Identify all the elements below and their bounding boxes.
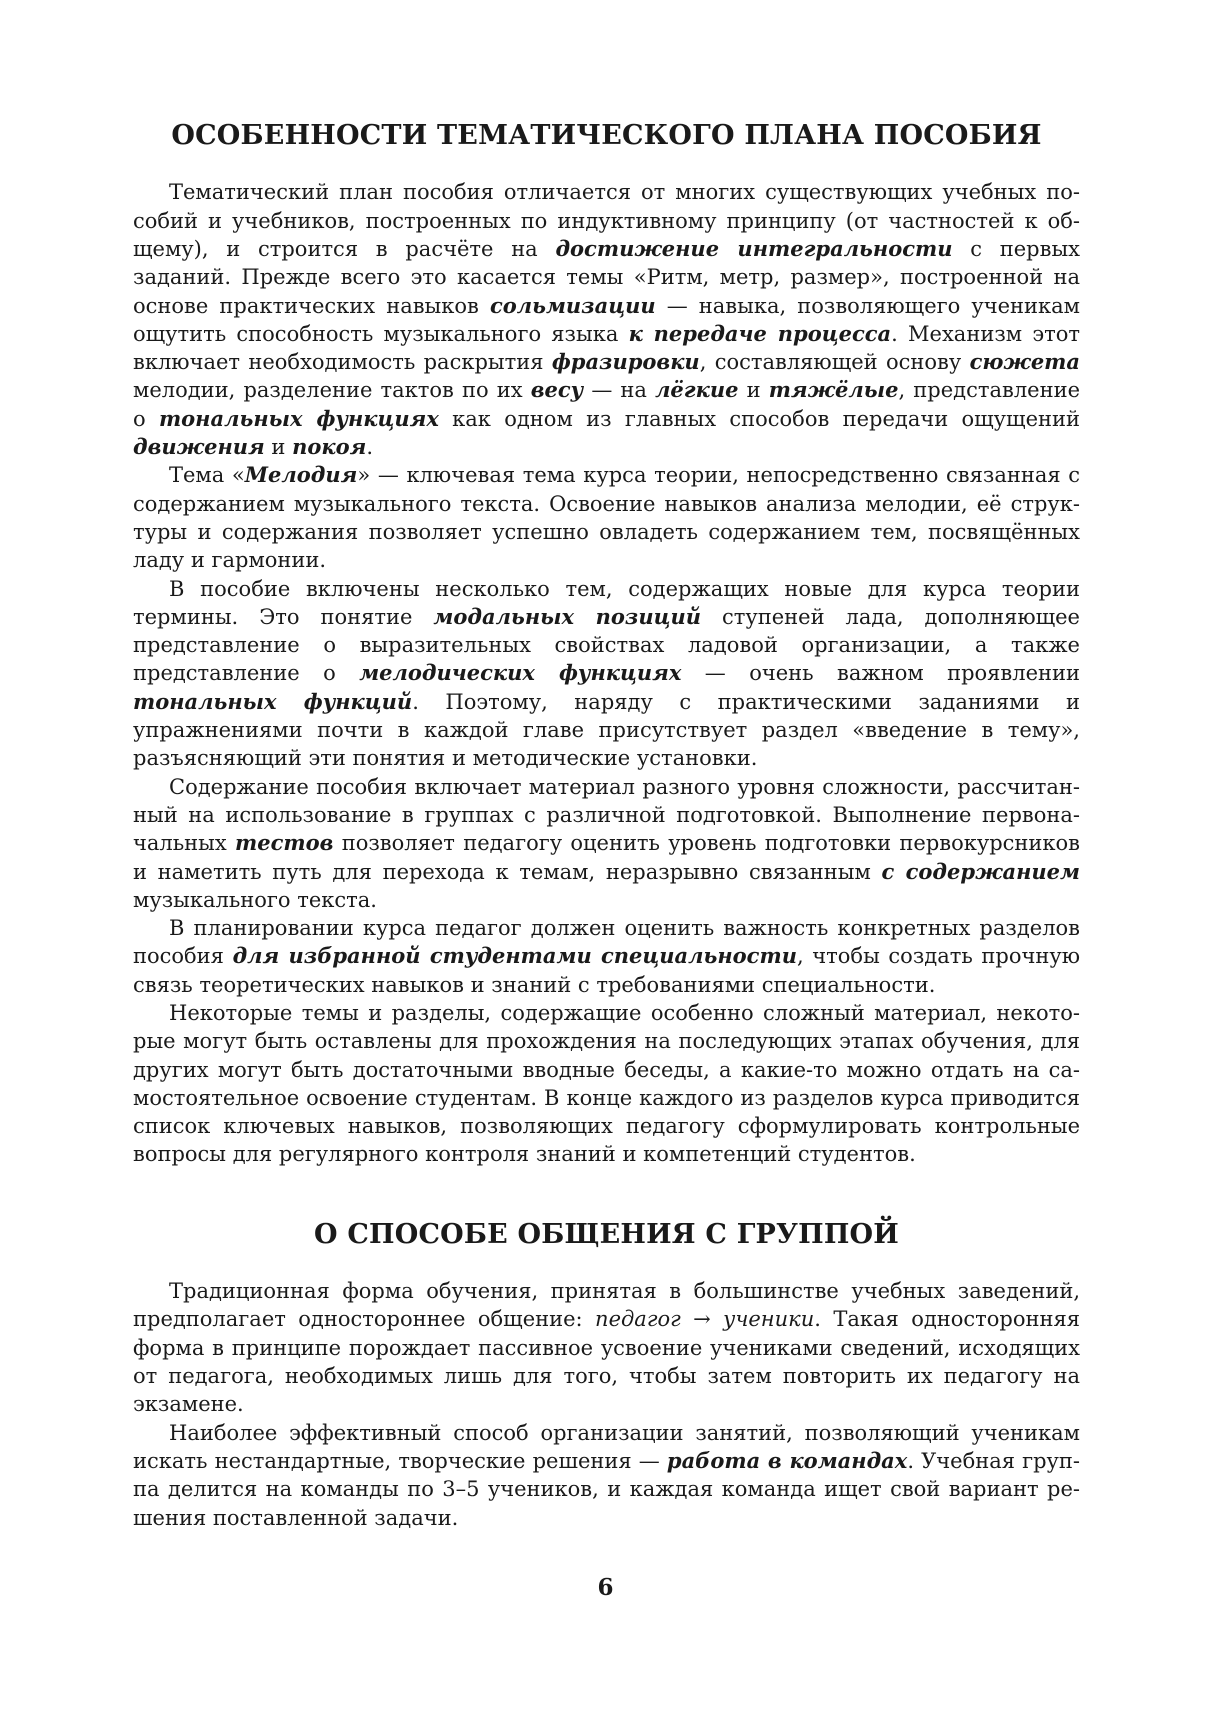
paragraph-team-work <box>133 1419 1080 1532</box>
paragraph-traditional-form <box>133 1277 1080 1418</box>
text-run: , составляющей основу <box>699 350 970 375</box>
text-run: с первых заданий. Прежде всего это касается темы «Ритм, метр, размер», построенной на основе практических навыков <box>133 236 1080 318</box>
emphasis: движения <box>133 434 265 460</box>
emphasis: работа в командах <box>666 1447 908 1473</box>
emphasis: сюжета <box>969 349 1081 375</box>
paragraph-content-levels <box>133 773 1080 914</box>
text-run: и <box>264 435 293 460</box>
emphasis: к передаче процесса <box>628 320 892 346</box>
text-run: ступеней лада, дополняющее представление о выразительных свойствах ладовой организации, а также представление о <box>133 604 1080 686</box>
italic-text: педагог → ученики <box>595 1307 815 1332</box>
paragraph-melody <box>133 461 1080 574</box>
text-run: Тема « <box>169 463 245 488</box>
text-run: , представление о <box>133 378 1081 431</box>
emphasis: модальных позиций <box>433 603 701 629</box>
page-content <box>133 120 1080 1532</box>
text-run: Некоторые темы и разделы, содержащие особенно сложный материал, некоторые могут быть оставлены для прохождения на последующих этапах обучения, для других могут быть достаточными вводные беседы, а какие-то можно отдать на самостоятельное освоение студентам. В конце каждого из разделов курса приводится список ключевых навыков, позволяющих педагогу сформулировать контрольные вопросы для регулярного контроля знаний и компетенций студентов. <box>133 1001 1080 1167</box>
paragraph-thematic-plan <box>133 178 1080 461</box>
emphasis: весу <box>530 377 584 403</box>
text-run: . Такая односторонняя форма в принципе порождает пассивное усвоение учениками сведений, исходящих от педагога, необходимых лишь для того, чтобы затем повторить их педагогу на экзамене. <box>133 1307 1081 1417</box>
section-heading-thematic-plan: ОСОБЕННОСТИ ТЕМАТИЧЕСКОГО ПЛАНА ПОСОБИЯ <box>171 120 1042 151</box>
text-run: Наиболее эффективный способ организации занятий, позволяющий ученикам искать нестандартные, творческие решения — <box>133 1420 1080 1473</box>
text-run: В пособие включены несколько тем, содержащих новые для курса теории термины. Это понятие <box>133 576 1080 629</box>
paragraph-complex-topics <box>133 999 1080 1169</box>
text-run: как одном из главных способов передачи ощущений <box>438 406 1080 431</box>
text-run: , чтобы создать прочную связь теоретических навыков и знаний с требованиями специальности. <box>133 944 1081 997</box>
text-run: . <box>366 435 373 460</box>
text-run: . Поэтому, наряду с практическими заданиями и упражнениями почти в каждой главе присутствует раздел «введение в тему», разъясняющий эти понятия и методические установки. <box>133 689 1080 771</box>
emphasis: тональных функций <box>133 688 413 714</box>
text-run: позволяет педагогу оценить уровень подготовки первокурсников и наметить путь для перехода к темам, неразрывно связанным <box>133 831 1081 884</box>
emphasis: сольмизации <box>489 292 656 318</box>
emphasis: для избранной студентами специальности <box>232 943 797 969</box>
text-run: — на <box>583 378 656 403</box>
text-run: Содержание пособия включает материал разного уровня сложности, рассчитанный на использование в группах с различной подготовкой. Выполнение первоначальных <box>133 774 1080 856</box>
emphasis: тяжёлые <box>768 377 899 403</box>
text-run: мелодии, разделение тактов по их <box>133 378 531 403</box>
text-run: . Механизм этот включает необходимость раскрытия <box>133 321 1080 375</box>
text-run: Тематический план пособия отличается от многих существующих учебных пособий и учебников, построенных по индуктивному принципу (от частностей к общему), и строится в расчёте на <box>133 180 1080 261</box>
text-run: музыкального текста. <box>133 887 377 912</box>
emphasis: фразировки <box>551 349 700 375</box>
page-number: 6 <box>597 1574 614 1601</box>
text-run: В планировании курса педагог должен оценить важность конкретных разделов пособия <box>133 916 1080 969</box>
emphasis: Мелодия <box>244 462 358 488</box>
text-run: Традиционная форма обучения, принятая в большинстве учебных заведений, предполагает одностороннее общение: <box>133 1279 1080 1332</box>
text-run: и <box>738 378 769 403</box>
text-run: — очень важном проявлении <box>681 661 1081 686</box>
emphasis: мелодических функциях <box>359 660 682 686</box>
emphasis: покоя <box>292 434 367 460</box>
emphasis: с содержанием <box>881 858 1080 884</box>
text-run: . Учебная группа делится на команды по 3–5 учеников, и каждая команда ищет свой вариант решения поставленной задачи. <box>133 1448 1081 1530</box>
emphasis: достижение интегральности <box>555 235 953 261</box>
paragraph-new-terms <box>133 575 1080 773</box>
emphasis: тональных функциях <box>158 405 439 431</box>
paragraph-course-planning <box>133 914 1080 999</box>
emphasis: лёгкие <box>655 377 739 403</box>
section-heading-group-communication: О СПОСОБЕ ОБЩЕНИЯ С ГРУППОЙ <box>314 1218 899 1250</box>
emphasis: тестов <box>235 830 334 856</box>
text-run: » — ключевая тема курса теории, непосредственно связанная с содержанием музыкального текста. Освоение навыков анализа мелодии, её структуры и содержания позволяет успешно овладеть содержанием тем, посвящённых ладу и гармонии. <box>133 463 1080 573</box>
text-run: — навыка, позволяющего ученикам ощутить способность музыкального языка <box>133 293 1080 346</box>
